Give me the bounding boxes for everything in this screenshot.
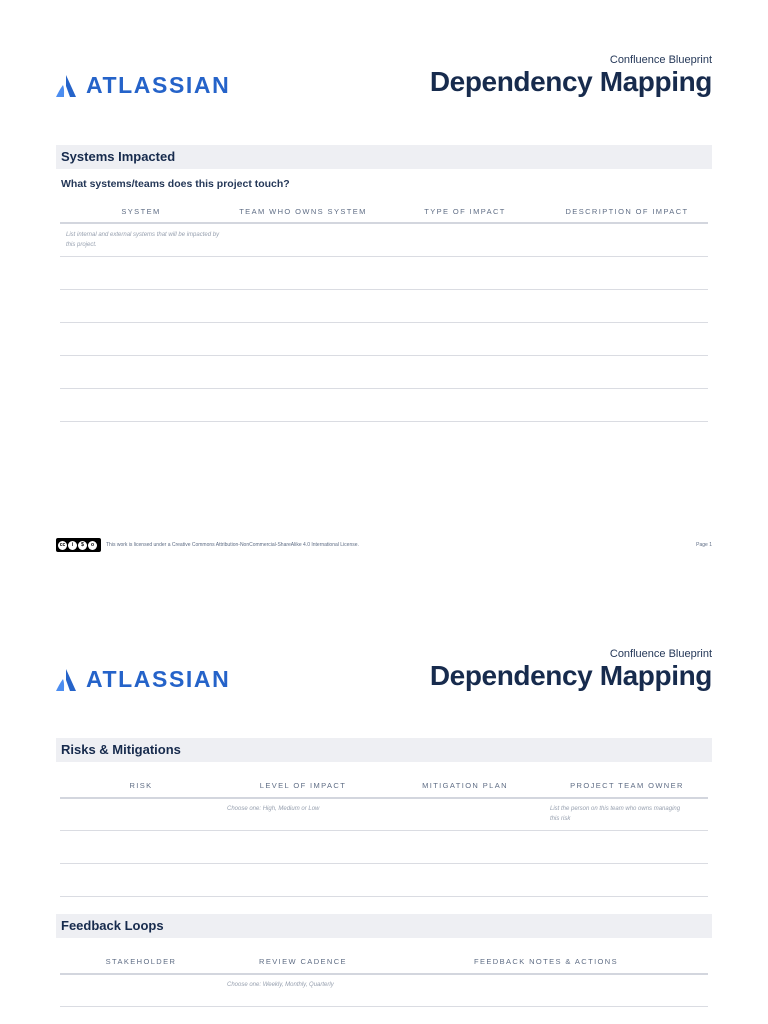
blueprint-label: Confluence Blueprint	[609, 54, 712, 66]
logo-wordmark: ATLASSIAN	[86, 72, 231, 98]
table-row[interactable]	[60, 830, 708, 831]
logo-wordmark: ATLASSIAN	[86, 666, 231, 692]
atlassian-logo	[56, 666, 230, 693]
table-row[interactable]	[60, 388, 708, 389]
risks-table-header	[60, 781, 708, 790]
col-risk: RISK	[129, 781, 153, 790]
systems-table-header	[60, 207, 708, 216]
section-systems-impacted: Systems Impacted	[56, 145, 712, 169]
cadence-hint: Choose one: Weekly, Monthly, Quarterly	[227, 982, 334, 988]
atlassian-mark-icon	[56, 74, 78, 98]
section-feedback-loops: Feedback Loops	[56, 914, 712, 938]
col-team-owner: TEAM WHO OWNS SYSTEM	[239, 207, 367, 216]
table-header-divider	[60, 797, 708, 799]
table-row[interactable]	[60, 896, 708, 897]
atlassian-logo	[56, 72, 230, 99]
section-risks-mitigations: Risks & Mitigations	[56, 738, 712, 762]
table-row[interactable]	[60, 355, 708, 356]
col-system: SYSTEM	[121, 207, 161, 216]
impact-hint: Choose one: High, Medium or Low	[227, 806, 320, 812]
table-row[interactable]	[60, 289, 708, 290]
page-number: Page 1	[696, 542, 712, 548]
sa-icon: o	[88, 541, 97, 550]
by-icon: i	[68, 541, 77, 550]
col-level-of-impact: LEVEL OF IMPACT	[259, 781, 347, 790]
col-type-of-impact: TYPE OF IMPACT	[424, 207, 506, 216]
table-row[interactable]	[60, 256, 708, 257]
table-row[interactable]	[60, 863, 708, 864]
owner-hint: List the person on this team who owns managing this risk	[550, 806, 681, 822]
feedback-table-header	[60, 957, 708, 966]
table-row[interactable]	[60, 1006, 708, 1007]
table-row[interactable]	[60, 421, 708, 422]
table-row[interactable]	[60, 322, 708, 323]
license-text: This work is licensed under a Creative Commons Attribution-NonCommercial-ShareAlike 4.0 International License.	[106, 542, 359, 548]
page-title: Dependency Mapping	[429, 66, 712, 97]
atlassian-mark-icon	[56, 668, 78, 692]
creative-commons-badge	[56, 538, 101, 552]
page-title: Dependency Mapping	[429, 660, 712, 691]
page-2	[0, 594, 768, 1024]
nc-icon: $	[78, 541, 87, 550]
cc-icon: cc	[59, 542, 66, 548]
col-project-team-owner: PROJECT TEAM OWNER	[570, 781, 684, 790]
table-header-divider	[60, 973, 708, 975]
system-hint: List internal and external systems that will be impacted by this project.	[66, 232, 220, 248]
col-review-cadence: REVIEW CADENCE	[259, 957, 347, 966]
col-feedback-notes: FEEDBACK NOTES & ACTIONS	[473, 957, 619, 966]
col-stakeholder: STAKEHOLDER	[105, 957, 177, 966]
section-question: What systems/teams does this project touch?	[61, 178, 290, 190]
table-header-divider	[60, 222, 708, 224]
blueprint-label: Confluence Blueprint	[609, 648, 712, 660]
col-mitigation-plan: MITIGATION PLAN	[422, 781, 508, 790]
col-description: DESCRIPTION OF IMPACT	[565, 207, 689, 216]
